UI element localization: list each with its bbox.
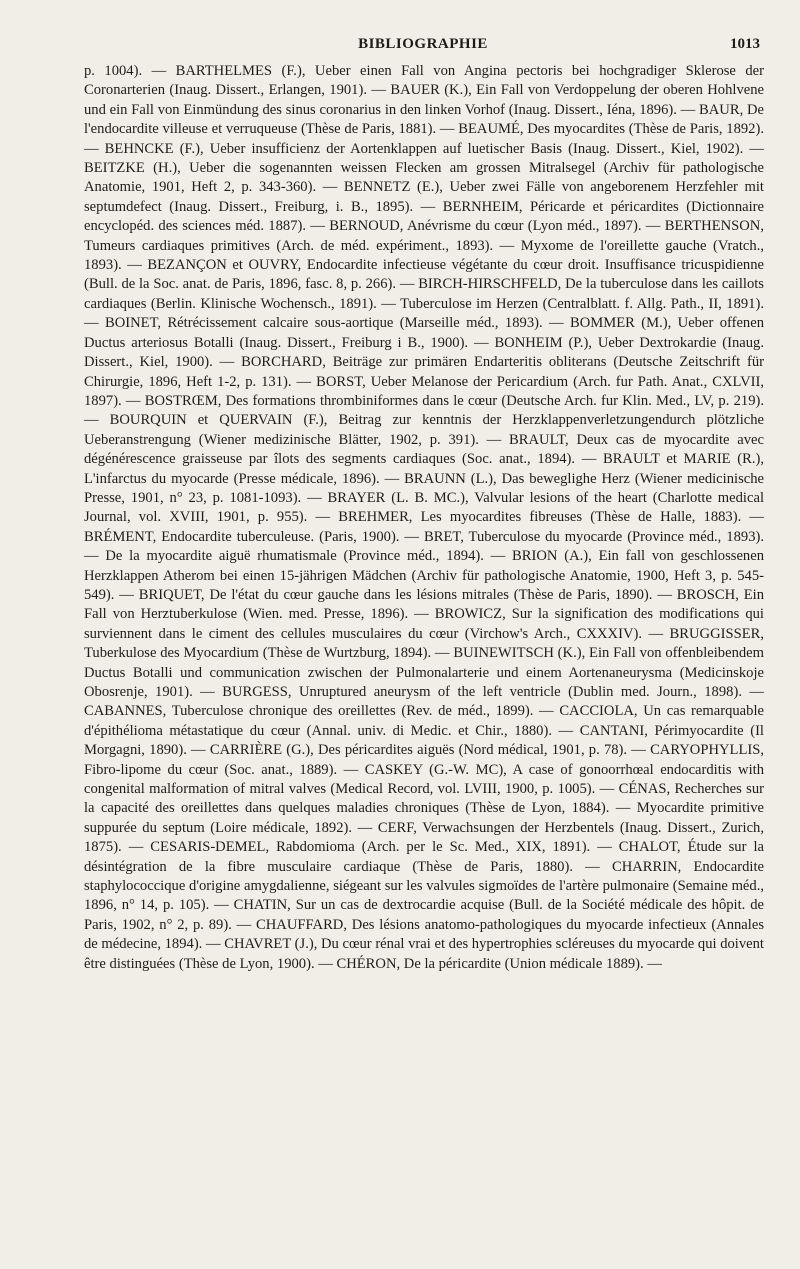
bibliography-paragraph: p. 1004). — BARTHELMES (F.), Ueber einen Fall von Angina pectoris bei hochgradiger Sklerose der Coronarterien (Inaug. Dissert., Erlangen, 1901). — BAUER (K.), Ein Fall von Verdoppelung der oberen Hohlvene und ein Fall von Einmündung des sinus coronarius in den linken Vorhof (Inaug. Dissert., Iéna, 1896). — BAUR, De l'endocardite villeuse et verruqueuse (Thèse de Paris, 1881). — BEAUMÉ, Des myocardites (Thèse de Paris, 1892). — BEHNCKE (F.), Ueber insufficienz der Aortenklappen auf luetischer Basis (Inaug. Dissert., Kiel, 1902). — BEITZKE (H.), Ueber die sogenannten weissen Flecken am grossen Mitralsegel (Archiv für pathologische Anatomie, 1901, Heft 2, p. 343-360). — BENNETZ (E.), Ueber zwei Fälle von angeborenem Herzfehler mit septumdefect (Inaug. Dissert., Freiburg, i. B., 1895). — BERNHEIM, Péricarde et péricardites (Dictionnaire encyclopéd. des sciences méd. 1887). — BERNOUD, Anévrisme du cœur (Lyon méd., 1897). — BERTHENSON, Tumeurs cardiaques primitives (Arch. de méd. expériment., 1893). — Myxome de l'oreillette gauche (Vratch., 1893). — BEZANÇON et OUVRY, Endocardite infectieuse végétante du cœur droit. Insuffisance tricuspidienne (Bull. de la Soc. anat. de Paris, 1896, fasc. 8, p. 266). — BIRCH-HIRSCHFELD, De la tuberculose dans les caillots cardiaques (Berlin. Klinische Wochensch., 1891). — Tuberculose im Herzen (Centralblatt. f. Allg. Path., II, 1891). — BOINET, Rétrécissement calcaire sous-aortique (Marseille méd., 1893). — BOMMER (M.), Ueber offenen Ductus arteriosus Botalli (Inaug. Dissert., Freiburg i B., 1900). — BONHEIM (P.), Ueber Dextrokardie (Inaug. Dissert., Kiel, 1900). — BORCHARD, Beiträge zur primären Endarteritis obliterans (Deutsche Zeitschrift für Chirurgie, 1896, Heft 1-2, p. 131). — BORST, Ueber Melanose der Pericardium (Arch. fur Path. Anat., CXLVII, 1897). — BOSTRŒM, Des formations thrombiniformes dans le cœur (Deutsche Arch. fur Klin. Med., LV, p. 219). — BOURQUIN et QUERVAIN (F.), Beitrag zur kenntnis der Herzklappenverletzungendurch plötzliche Ueberanstrengung (Wiener medizinische Blätter, 1902, p. 391). — BRAULT, Deux cas de myocardite avec dégénérescence graisseuse par îlots des segments cardiaques (Soc. anat., 1894). — BRAULT et MARIE (R.), L'infarctus du myocarde (Presse médicale, 1896). — BRAUNN (L.), Das beweglighe Herz (Wiener medicinische Presse, 1901, n° 23, p. 1081-1093). — BRAYER (L. B. MC.), Valvular lesions of the heart (Charlotte medical Journal, vol. XVIII, 1901, p. 955). — BREHMER, Les myocardites fibreuses (Thèse de Halle, 1883). — BRÉMENT, Endocardite tuberculeuse. (Paris, 1900). — BRET, Tuberculose du myocarde (Province méd., 1893). — De la myocardite aiguë rhumatismale (Province méd., 1894). — BRION (A.), Ein fall von geschlossenen Herzklappen Atherom bei einen 15-jährigen Mädchen (Archiv für pathologische Anatomie, 1900, Heft 3, p. 545-549). — BRIQUET, De l'état du cœur gauche dans les lésions mitrales (Thèse de Paris, 1890). — BROSCH, Ein Fall von Herztuberkulose (Wien. med. Presse, 1896). — BROWICZ, Sur la signification des modifications qui surviennent dans le ciment des cellules musculaires du cœur (Virchow's Arch., CXXXIV). — BRUGGISSER, Tuberkulose des Myocardium (Thèse de Wurtzburg, 1894). — BUINEWITSCH (K.), Ein Fall von offenbleibendem Ductus Botalli und communication zwischen der Pulmonalarterie und einem Aortenaneurysma (Medicinskoje Obosrenje, 1901). — BURGESS, Unruptured aneurysm of the left ventricle (Dublin med. Journ., 1898). — CABANNES, Tuberculose chronique des oreillettes (Rev. de méd., 1899). — CACCIOLA, Un cas remarquable d'épithélioma métastatique du cœur (Annal. univ. di Medic. et Chir., 1880). — CANTANI, Périmyocardite (Il Morgagni, 1890). — CARRIÈRE (G.), Des péricardites aiguës (Nord médical, 1901, p. 78). — CARYOPHYLLIS, Fibro-lipome du cœur (Soc. anat., 1889). — CASKEY (G.-W. MC), A case of gonoorrhœal endocarditis with congenital malformation of mitral valves (Medical Record, vol. LVIII, 1900, p. 1005). — CÉNAS, Recherches sur la capacité des oreillettes dans quelques maladies chroniques (Thèse de Lyon, 1884). — Myocardite primitive suppurée du septum (Loire médicale, 1892). — CERF, Verwachsungen der Herzbentels (Inaug. Dissert., Zurich, 1875). — CESARIS-DEMEL, Rabdomioma (Arch. per le Sc. Med., XIX, 1891). — CHALOT, Étude sur la désintégration de la fibre musculaire cardiaque (Thèse de Paris, 1880). — CHARRIN, Endocardite staphylococcique d'origine amygdalienne, siégeant sur les valvules sigmoïdes de l'artère pulmonaire (Semaine méd., 1896, n° 14, p. 105). — CHATIN, Sur un cas de dextrocardie acquise (Bull. de la Société médicale des hôpit. de Paris, 1902, n° 2, p. 89). — CHAUFFARD, Des lésions anatomo-pathologiques du myocarde infectieux (Annales de médecine, 1894). — CHAVRET (J.), Du cœur rénal vrai et des hypertrophies scléreuses du myocarde qui doivent être distinguées (Thèse de Lyon, 1900). — CHÉRON, De la péricardite (Union médicale 1889). — [84, 63, 764, 972]
page-number: 1013 [730, 36, 760, 52]
page-header [86, 36, 760, 56]
running-head: BIBLIOGRAPHIE [358, 36, 488, 52]
bibliography-text [84, 62, 764, 974]
